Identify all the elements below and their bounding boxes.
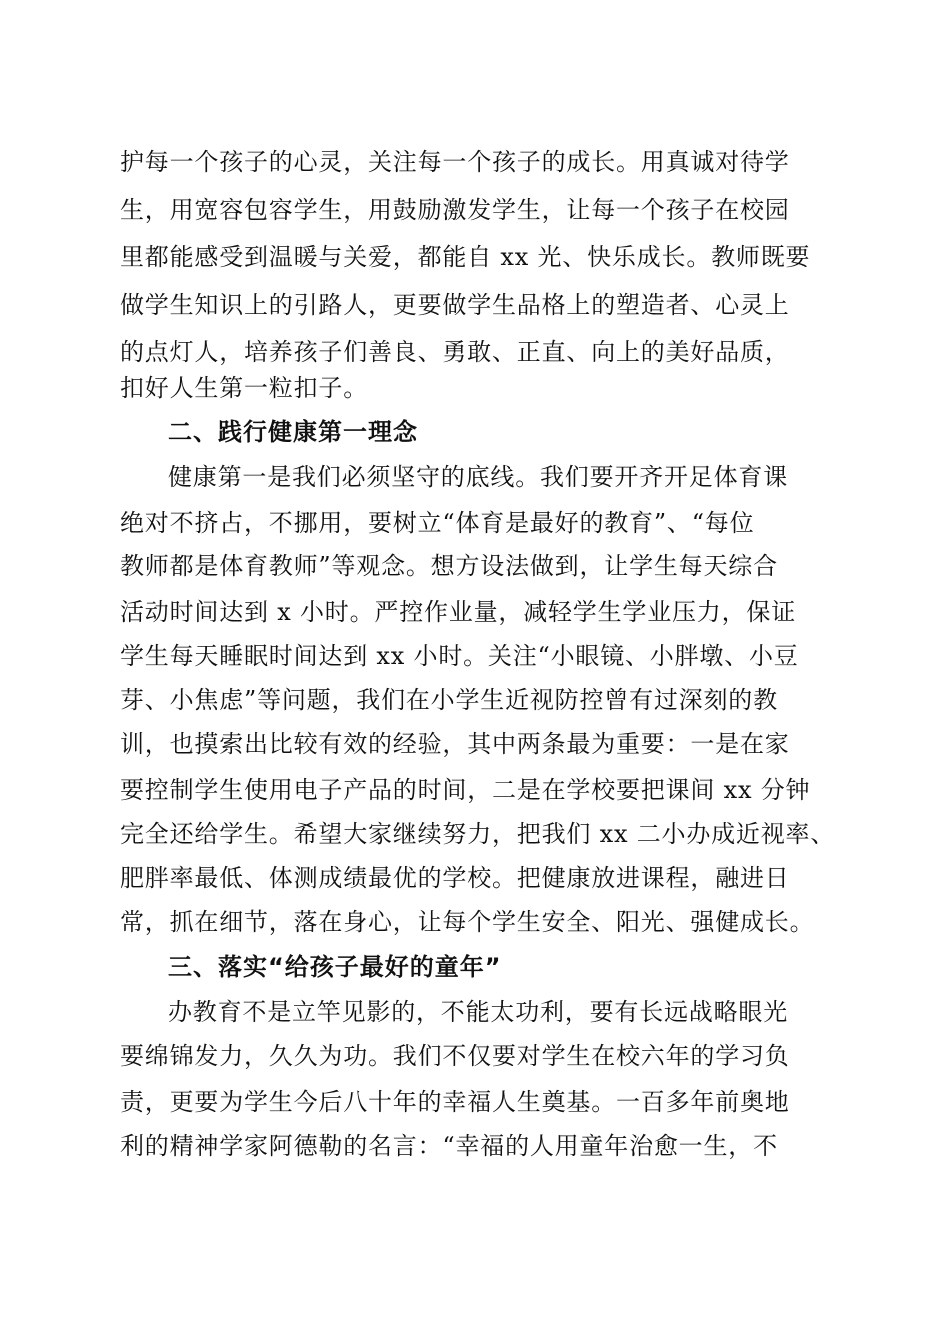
text-line: 要绵锦发力，久久为功。我们不仅要对学生在校六年的学习负 <box>120 1042 790 1070</box>
section-heading-3: 三、落实“给孩子最好的童年” <box>168 953 502 981</box>
section-heading-2: 二、践行健康第一理念 <box>168 418 418 446</box>
text-line: 扣好人生第一粒扣子。 <box>120 374 368 402</box>
text-line: 要控制学生使用电子产品的时间，二是在学校要把课间 xx 分钟 <box>120 776 811 804</box>
text-line: 办教育不是立竿见影的，不能太功利，要有长远战略眼光 <box>168 998 788 1026</box>
text-line: 教师都是体育教师”等观念。想方设法做到，让学生每天综合 <box>120 552 778 580</box>
text-line: 利的精神学家阿德勒的名言：“幸福的人用童年治愈一生，不 <box>120 1132 778 1160</box>
text-line: 芽、小焦虑”等问题，我们在小学生近视防控曾有过深刻的教 <box>120 686 778 714</box>
text-line: 活动时间达到 x 小时。严控作业量，减轻学生学业压力，保证 <box>120 598 796 626</box>
text-line: 生，用宽容包容学生，用鼓励激发学生，让每一个孩子在校园 <box>120 196 790 224</box>
text-line: 健康第一是我们必须坚守的底线。我们要开齐开足体育课 <box>168 463 788 491</box>
text-line: 做学生知识上的引路人，更要做学生品格上的塑造者、心灵上 <box>120 291 790 319</box>
text-line: 里都能感受到温暖与关爱，都能自 xx 光、快乐成长。教师既要 <box>120 243 811 271</box>
text-line: 学生每天睡眠时间达到 xx 小时。关注“小眼镜、小胖墩、小豆 <box>120 642 799 670</box>
text-line: 肥胖率最低、体测成绩最优的学校。把健康放进课程，融进日 <box>120 864 790 892</box>
text-line: 常，抓在细节，落在身心，让每个学生安全、阳光、强健成长。 <box>120 908 815 936</box>
text-line: 训，也摸索出比较有效的经验，其中两条最为重要：一是在家 <box>120 730 790 758</box>
text-line: 绝对不挤占，不挪用，要树立“体育是最好的教育”、“每位 <box>120 509 755 537</box>
text-line: 的点灯人，培养孩子们善良、勇敢、正直、向上的美好品质， <box>120 338 790 366</box>
text-line: 责，更要为学生今后八十年的幸福人生奠基。一百多年前奥地 <box>120 1088 790 1116</box>
text-line: 护每一个孩子的心灵，关注每一个孩子的成长。用真诚对待学 <box>120 148 790 176</box>
text-line: 完全还给学生。希望大家继续努力，把我们 xx 二小办成近视率、 <box>120 820 836 848</box>
